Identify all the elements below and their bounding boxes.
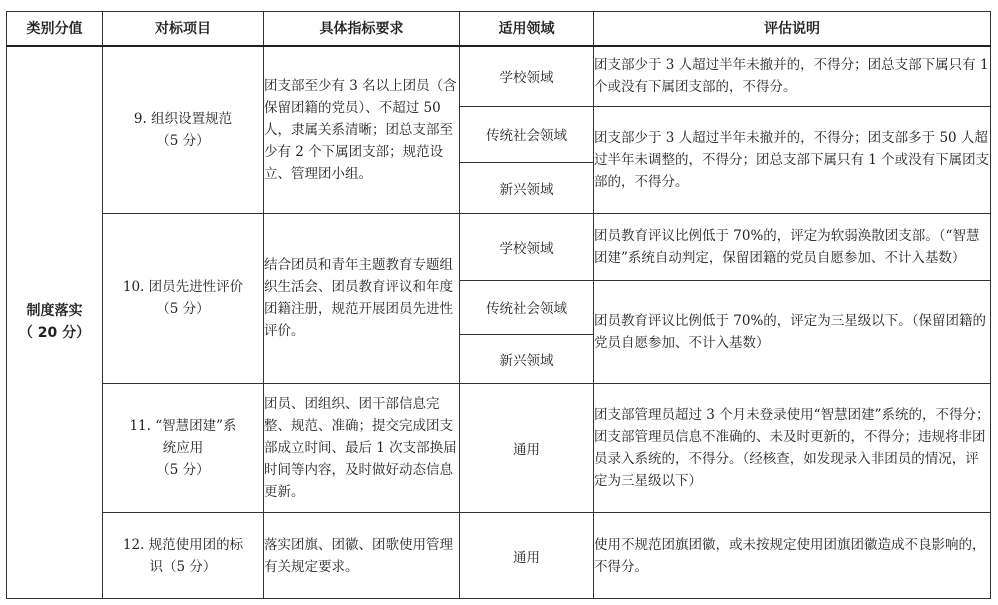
item-title: 9. 组织设置规范 <box>133 110 233 127</box>
note-cell: 团支部管理员超过 3 个月未登录使用“智慧团建”系统的，不得分；团支部管理员信息不准确的、未及时更新的，不得分；违规将非团员录入系统的，不得分。（经核查，如发现录入非团员的情况，评定为三星级以下） <box>594 384 991 513</box>
category-name: 制度落实 <box>26 303 83 320</box>
item-title-cell <box>103 213 264 384</box>
table-row <box>7 213 991 281</box>
note-cell: 团员教育评议比例低于 70%的，评定为三星级以下。（保留团籍的党员自愿参加、不计入基数） <box>594 281 991 384</box>
item-title-line2: 统应用 <box>162 440 204 457</box>
field-cell: 新兴领域 <box>460 334 594 383</box>
item-title-line1: 11. “智慧团建”系 <box>129 418 237 435</box>
item-score: （5 分） <box>156 132 210 149</box>
field-cell: 学校领域 <box>460 213 594 281</box>
requirement-cell: 结合团员和青年主题教育专题组织生活会、团员教育评议和年度团籍注册，规范开展团员先进性评价。 <box>264 213 460 384</box>
requirement-cell: 团员、团组织、团干部信息完整、规范、准确；提交完成团支部成立时间、最后 1 次支部换届时间等内容，及时做好动态信息更新。 <box>264 384 460 513</box>
note-cell: 团员教育评议比例低于 70%的，评定为软弱涣散团支部。（“智慧团建”系统自动判定，保留团籍的党员自愿参加、不计入基数） <box>594 213 991 281</box>
category-score: （ 20 分） <box>18 325 91 342</box>
item-title-line1: 12. 规范使用团的标 <box>122 536 244 553</box>
item-title-cell <box>103 46 264 214</box>
field-cell: 传统社会领域 <box>460 281 594 334</box>
requirement-cell: 团支部至少有 3 名以上团员（含保留团籍的党员）、不超过 50 人，隶属关系清晰；团总支部至少有 2 个下属团支部；规范设立、管理团小组。 <box>264 46 460 214</box>
note-cell: 使用不规范团旗团徽，或未按规定使用团旗团徽造成不良影响的，不得分。 <box>594 513 991 599</box>
header-requirement: 具体指标要求 <box>264 12 460 46</box>
header-note: 评估说明 <box>594 12 991 46</box>
item-title-cell <box>103 513 264 599</box>
header-field: 适用领域 <box>460 12 594 46</box>
item-score: （5 分） <box>156 301 210 318</box>
item-title: 10. 团员先进性评价 <box>122 279 244 296</box>
requirement-cell: 落实团旗、团徽、团歌使用管理有关规定要求。 <box>264 513 460 599</box>
field-cell: 通用 <box>460 384 594 513</box>
item-title-cell <box>103 384 264 513</box>
table-row <box>7 384 991 513</box>
item-score: （5 分） <box>156 462 210 479</box>
field-cell: 通用 <box>460 513 594 599</box>
table-row <box>7 46 991 107</box>
evaluation-table <box>6 11 991 599</box>
note-cell: 团支部少于 3 人超过半年未撤并的，不得分；团支部多于 50 人超过半年未调整的，不得分；团总支部下属只有 1 个或没有下属团支部的，不得分。 <box>594 106 991 213</box>
field-cell: 学校领域 <box>460 46 594 107</box>
item-title-line2: 识（5 分） <box>149 558 217 575</box>
note-cell: 团支部少于 3 人超过半年未撤并的，不得分；团总支部下属只有 1 个或没有下属团支部的，不得分。 <box>594 46 991 107</box>
header-item: 对标项目 <box>103 12 264 46</box>
field-cell: 新兴领域 <box>460 163 594 213</box>
table-row <box>7 513 991 599</box>
header-category: 类别分值 <box>7 12 103 46</box>
header-row <box>7 12 991 46</box>
field-cell: 传统社会领域 <box>460 106 594 163</box>
category-cell <box>7 46 103 599</box>
